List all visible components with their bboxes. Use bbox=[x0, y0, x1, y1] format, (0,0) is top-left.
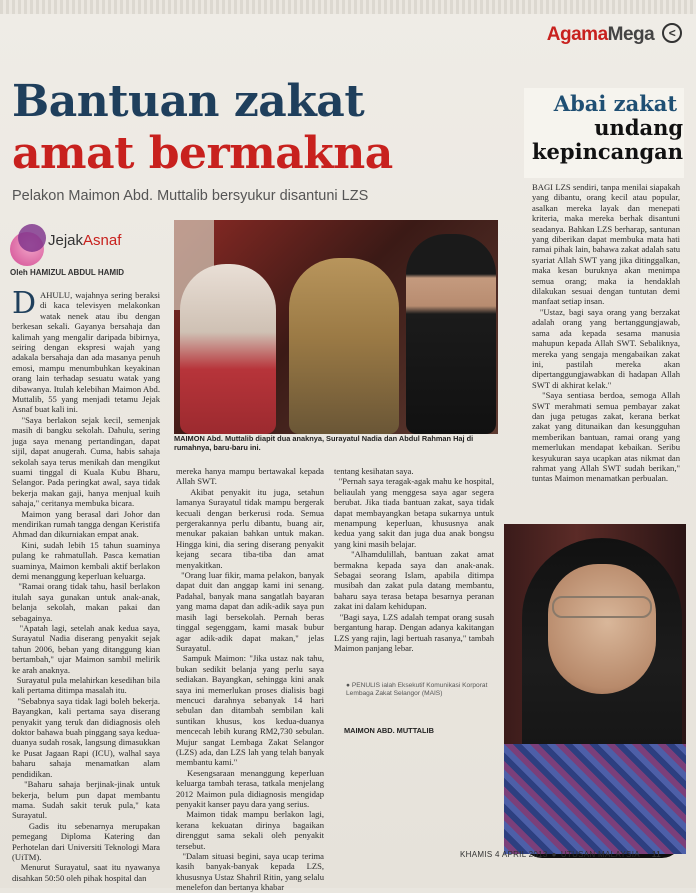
sidebar-title bbox=[532, 92, 683, 164]
scan-edge bbox=[0, 0, 696, 14]
article-column-1 bbox=[12, 286, 161, 883]
column-logo bbox=[8, 220, 128, 270]
sidebar-title-line2: undang bbox=[594, 115, 684, 140]
byline: Oleh HAMIZUL ABDUL HAMID bbox=[10, 268, 125, 277]
family-photo bbox=[174, 220, 498, 434]
dropcap: D bbox=[12, 286, 37, 321]
column-1-text: AHULU, wajahnya sering beraksi di kaca televisyen melakonkan watak nenek atau ibu dengan berkesan sekali. Gayanya bersahaja dan kalimah yang mengalir daripada bibirnya, seiring dengan ekspresi wajah yang adakala bersahaja dan ada masanya penuh emosi, mampu menumbuhkan keyakinan orang lain terhadap sesuatu watak yang dibawanya. Itulah kelebihan Maimon Abd. Muttalib, 55 yang menjadi tetamu Jejak Asnaf buat kali ini. "Saya berlakon sejak kecil, semenjak masih di bangku sekolah. Dahulu, sering juga saya menang pertandingan, dapat sijil, dapat anugerah. Cuma, habis sahaja sekolah saya terus menikah dan mengikut suami tinggal di Kuala Kubu Bharu, Selangor. Pada peringkat awal, saya tidak bekerja makan gaji, hanya menjual kuih sahaja," ceritanya membuka bicara. Maimon yang berasal dari Johor dan mendirikan rumah tangga dengan Keristifa Ahmad dan dikurniakan empat anak. Kini, sudah lebih 15 tahun suaminya pulang ke rahmatullah. Pasca kematian suaminya, Maimon kembali aktif berlakon demi menanggung keperluan keluarga. "Ramai orang tidak tahu, hasil berlakon itulah saya gunakan untuk anak-anak, belanja sekolah, makan pakai dan sebagainya. "Apatah lagi, setelah anak kedua saya, Surayatul Nadia diserang penyakit sejak tahun 2006, beban yang ditanggung kian bertambah," ujar Maimon sambil melirik ke arah anaknya. Surayatul pula melahirkan kesedihan bila kali pertama ditimpa masalah itu. "Sebabnya saya tidak lagi boleh bekerja. Bayangkan, kali pertama saya diserang penyakit yang teruk dan didiagnosis oleh doktor bahawa buah pinggang saya kedua-duanya sudah rosak, langsung dimasukkan ke Pusat Jagaan Rapi (ICU), walhal saya baharu sahaja menamatkan alam pendidikan. "Baharu sahaja berjinak-jinak untuk bekerja, belum pun dapat membantu mama. Sudah sakit teruk pula," kata Surayatul. Gadis itu sebenarnya merupakan pemegang Diploma Katering dan Perhotelan dari Universiti Teknologi Mara (UiTM). Menurut Surayatul, saat itu nyawanya disahkan 50:50 oleh pihak hospital dan bbox=[12, 290, 161, 883]
headline-line2: amat bermakna bbox=[12, 128, 393, 179]
footer-publication: UTUSAN MALAYSIA bbox=[560, 850, 640, 859]
article-column-3: tentang kesihatan saya. "Pernah saya teragak-agak mahu ke hospital, beliaulah yang menggesa saya agar segera berubat. Jika tiada bantuan zakat, saya tidak dapat membayangkan betapa sukarnya untuk menampung keperluan, khususnya anak kedua yang sakit dan juga dua anak bongsu yang kini masih belajar. "Alhamdulillah, bantuan zakat amat bermakna kepada saya dan anak-anak. Sebagai seorang Islam, apabila ditimpa musibah dan zakat pula datang membantu, baharu saya terasa betapa besarnya peranan zakat ini dalam kehidupan. "Bagi saya, LZS adalah tempat orang susah bergantung harap. Dengan adanya kakitangan LZS yang rajin, lagi bertuah rasanya," tambah Maimon panjang lebar. bbox=[334, 466, 495, 653]
portrait-photo bbox=[504, 524, 686, 854]
brand-part1: Agama bbox=[546, 24, 608, 45]
page-number: 11 bbox=[651, 850, 661, 859]
article-column-2: mereka hanya mampu bertawakal kepada Allah SWT. Akibat penyakit itu juga, setahun lamanya Surayatul tidak mampu bergerak kecuali dengan berkerusi roda. Semua pergerakannya perlu dibantu, buang air, menukar pakaian bahkan untuk makan. Hingga kini, dia sering diserang penyakit kejang secara tiba-tiba dan amat menyakitkan. "Orang luar fikir, mama pelakon, banyak dapat duit dan anggap kami ini senang. Padahal, banyak mana sangatlah bayaran yang mama dapat dan adik-adik saya pun masih lagi bersekolah. Pernah beras tinggal segenggam, kami masak bubur agar adik-adik dapat makan," jelas Surayatul. Sampuk Maimon: "Jika ustaz nak tahu, bukan sedikit belanja yang perlu saya sediakan. Bayangkan, sehingga kini anak saya ini memerlukan proses dialisis bagi mencuci darahnya sebanyak 14 hari sebulan dan ditambah sembilan kali suntikan khusus, kos kedua-duanya mencecah lebih kurang RM2,730 sebulan. Mujur sangat Lembaga Zakat Selangor (LZS) ada, dan LZS lah yang telah banyak membantu kami." Kesengsaraan menanggung keperluan keluarga tambah terasa, tatkala menjelang 2012 Maimon pula didiagnosis mengidap penyakit kanser payu dara yang serius. Maimon tidak mampu berlakon lagi, kerana kekuatan dirinya bagaikan direnggut sama sekali oleh penyakit tersebut. "Dalam situasi begini, saya ucap terima kasih banyak-banyak kepada LZS, khususnya Ustaz Shahril Ritin, yang selalu menelefon dan bertanya khabar bbox=[176, 466, 325, 893]
subheadline: Pelakon Maimon Abd. Muttalib bersyukur disantuni LZS bbox=[12, 188, 369, 204]
page-footer bbox=[460, 850, 661, 859]
author-note: ● PENULIS ialah Eksekutif Komunikasi Korporat Lembaga Zakat Selangor (MAIS) bbox=[346, 682, 488, 697]
photo-person-mother bbox=[289, 258, 399, 434]
sidebar-title-line3: kepincangan bbox=[532, 139, 684, 164]
section-brand bbox=[547, 24, 682, 46]
photo-person-daughter bbox=[180, 264, 276, 434]
headline-line1: Bantuan zakat bbox=[12, 76, 365, 127]
brand-part2: Mega bbox=[607, 24, 655, 45]
logo-text-part1: Jejak bbox=[48, 232, 84, 249]
portrait-glasses bbox=[552, 596, 652, 618]
portrait-clothing bbox=[504, 744, 686, 854]
portrait-caption: MAIMON ABD. MUTTALIB bbox=[344, 726, 434, 735]
footer-bullet-icon: ● bbox=[551, 850, 557, 859]
logo-pen-icon bbox=[18, 224, 46, 252]
photo-person-son bbox=[406, 234, 496, 434]
portrait-face bbox=[548, 564, 656, 694]
logo-text-part2: Asnaf bbox=[83, 232, 122, 249]
arrow-back-icon: < bbox=[662, 23, 682, 43]
sidebar-column: BAGI LZS sendiri, tanpa menilai siapakah yang dibantu, orang kecil atau popular, asalkan mereka layak dan menepati kriteria, maka mereka berhak disantuni seadanya. Bahkan LZS berharap, santunan yang diberikan dapat membuka mata hati ramai pihak lain, bahawa zakat adalah satu syariat Allah SWT yang jika ditinggalkan, maka kesan buruknya akan menimpa semua orang; maka ia hendaklah dilakukan sesuai dengan tuntutan demi manfaat setiap insan. "Ustaz, bagi saya orang yang berzakat adalah orang yang bertanggungjawab, sama ada kepada sesama manusia mahupun kepada Allah SWT. Sebaliknya, mereka yang sengaja mengabaikan zakat ini, pastilah mereka akan dipertanggungjawabkan di hadapan Allah SWT di akhirat kelak." "Saya sentiasa berdoa, semoga Allah SWT merahmati semua pembayar zakat dan juga petugas zakat, kerana berkat zakat yang ditunaikan dan kesungguhan memberikan bantuan, ramai orang yang memerlukan mendapat kebaikan. Seribu kesyukuran saya ucapkan atas nikmat dan rahmat yang Allah SWT sudah berikan," tuntas Maimon menamatkan perbualan. bbox=[532, 182, 680, 484]
sidebar-title-line1: Abai zakat bbox=[553, 91, 678, 116]
headline bbox=[12, 76, 393, 180]
photo-caption: MAIMON Abd. Muttalib diapit dua anaknya, Surayatul Nadia dan Abdul Rahman Haj di rumahnya, baru-baru ini. bbox=[174, 434, 474, 452]
footer-date: KHAMIS 4 APRIL 2013 bbox=[460, 850, 548, 859]
